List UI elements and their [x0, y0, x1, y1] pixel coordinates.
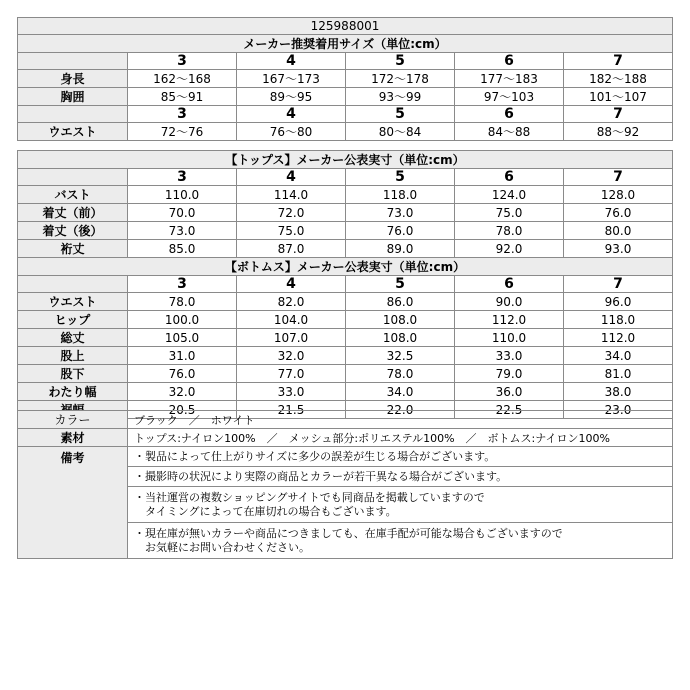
row-label: 胸囲	[18, 88, 128, 106]
note-block	[128, 487, 673, 523]
cell: 33.0	[455, 347, 564, 365]
size-header: 3	[128, 276, 237, 293]
size-header: 7	[564, 53, 673, 70]
color-label: カラー	[18, 411, 128, 429]
cell: 21.5	[237, 401, 346, 419]
cell: 73.0	[346, 204, 455, 222]
size-header: 4	[237, 276, 346, 293]
cell: 78.0	[128, 293, 237, 311]
row-label: 股上	[18, 347, 128, 365]
cell: 87.0	[237, 240, 346, 258]
cell: 81.0	[564, 365, 673, 383]
cell: 100.0	[128, 311, 237, 329]
cell: 80.0	[564, 222, 673, 240]
cell: 76.0	[128, 365, 237, 383]
cell: 110.0	[128, 186, 237, 204]
cell: 162〜168	[128, 70, 237, 88]
cell: 92.0	[455, 240, 564, 258]
note-line: タイミングによって在庫切れの場合もございます。	[134, 504, 397, 518]
row-label: 裄丈	[18, 240, 128, 258]
cell: 101〜107	[564, 88, 673, 106]
product-code: 125988001	[18, 18, 673, 35]
recommended-size-table	[17, 17, 673, 141]
cell: 73.0	[128, 222, 237, 240]
size-header: 4	[237, 106, 346, 123]
cell: 70.0	[128, 204, 237, 222]
size-header: 7	[564, 169, 673, 186]
cell: 75.0	[455, 204, 564, 222]
cell: 128.0	[564, 186, 673, 204]
cell: 118.0	[346, 186, 455, 204]
size-header: 7	[564, 106, 673, 123]
row-label: ヒップ	[18, 311, 128, 329]
cell: 89.0	[346, 240, 455, 258]
cell: 72〜76	[128, 123, 237, 141]
cell: 177〜183	[455, 70, 564, 88]
row-label: 身長	[18, 70, 128, 88]
cell: 22.5	[455, 401, 564, 419]
cell: 80〜84	[346, 123, 455, 141]
note-line: ・当社運営の複数ショッピングサイトでも同商品を掲載していますので	[134, 490, 485, 504]
size-header: 5	[346, 53, 455, 70]
size-header: 3	[128, 106, 237, 123]
cell: 89〜95	[237, 88, 346, 106]
row-label: 着丈（前）	[18, 204, 128, 222]
cell: 79.0	[455, 365, 564, 383]
cell: 96.0	[564, 293, 673, 311]
size-header: 6	[455, 53, 564, 70]
cell: 88〜92	[564, 123, 673, 141]
cell: 36.0	[455, 383, 564, 401]
size-header: 4	[237, 169, 346, 186]
cell: 32.0	[237, 347, 346, 365]
cell: 77.0	[237, 365, 346, 383]
product-info-table	[17, 410, 673, 559]
cell: 105.0	[128, 329, 237, 347]
cell: 93〜99	[346, 88, 455, 106]
cell: 20.5	[128, 401, 237, 419]
cell: 38.0	[564, 383, 673, 401]
row-label: バスト	[18, 186, 128, 204]
cell: 72.0	[237, 204, 346, 222]
size-header: 6	[455, 276, 564, 293]
note-line: ・製品によって仕上がりサイズに多少の誤差が生じる場合がございます。	[128, 447, 673, 467]
size-header: 5	[346, 169, 455, 186]
cell: 118.0	[564, 311, 673, 329]
cell: 93.0	[564, 240, 673, 258]
color-value: ブラック ／ ホワイト	[128, 411, 673, 429]
cell: 76〜80	[237, 123, 346, 141]
cell: 78.0	[346, 365, 455, 383]
size-header-blank	[18, 169, 128, 186]
size-header-blank	[18, 53, 128, 70]
cell: 85〜91	[128, 88, 237, 106]
cell: 76.0	[346, 222, 455, 240]
cell: 108.0	[346, 311, 455, 329]
size-header: 6	[455, 169, 564, 186]
note-line: お気軽にお問い合わせください。	[134, 540, 310, 554]
cell: 104.0	[237, 311, 346, 329]
cell: 84〜88	[455, 123, 564, 141]
size-header: 3	[128, 169, 237, 186]
cell: 32.5	[346, 347, 455, 365]
row-label: ウエスト	[18, 123, 128, 141]
cell: 172〜178	[346, 70, 455, 88]
cell: 76.0	[564, 204, 673, 222]
cell: 90.0	[455, 293, 564, 311]
note-line: ・現在庫が無いカラーや商品につきましても、在庫手配が可能な場合もございますので	[134, 526, 563, 540]
cell: 110.0	[455, 329, 564, 347]
cell: 78.0	[455, 222, 564, 240]
note-line: ・撮影時の状況により実際の商品とカラーが若干異なる場合がございます。	[128, 467, 673, 487]
cell: 97〜103	[455, 88, 564, 106]
row-label: ウエスト	[18, 293, 128, 311]
cell: 33.0	[237, 383, 346, 401]
cell: 107.0	[237, 329, 346, 347]
cell: 34.0	[564, 347, 673, 365]
cell: 34.0	[346, 383, 455, 401]
row-label: 股下	[18, 365, 128, 383]
cell: 23.0	[564, 401, 673, 419]
note-block	[128, 523, 673, 559]
size-header: 3	[128, 53, 237, 70]
bottoms-title: 【ボトムス】メーカー公表実寸（単位:cm）	[18, 258, 673, 276]
tops-title: 【トップス】メーカー公表実寸（単位:cm）	[18, 151, 673, 169]
cell: 112.0	[564, 329, 673, 347]
cell: 85.0	[128, 240, 237, 258]
size-header-blank	[18, 106, 128, 123]
cell: 112.0	[455, 311, 564, 329]
recommended-title: メーカー推奨着用サイズ（単位:cm）	[18, 35, 673, 53]
material-label: 素材	[18, 429, 128, 447]
cell: 86.0	[346, 293, 455, 311]
measurement-table	[17, 150, 673, 419]
notes-label: 備考	[18, 447, 128, 559]
size-header: 7	[564, 276, 673, 293]
row-label: 着丈（後）	[18, 222, 128, 240]
size-header: 5	[346, 276, 455, 293]
cell: 32.0	[128, 383, 237, 401]
cell: 22.0	[346, 401, 455, 419]
cell: 31.0	[128, 347, 237, 365]
cell: 114.0	[237, 186, 346, 204]
size-header: 5	[346, 106, 455, 123]
material-value: トップス:ナイロン100% ／ メッシュ部分:ポリエステル100% ／ ボトムス:ナイロン100%	[128, 429, 673, 447]
row-label: わたり幅	[18, 383, 128, 401]
cell: 75.0	[237, 222, 346, 240]
size-header-blank	[18, 276, 128, 293]
size-header: 4	[237, 53, 346, 70]
cell: 124.0	[455, 186, 564, 204]
size-header: 6	[455, 106, 564, 123]
cell: 108.0	[346, 329, 455, 347]
cell: 167〜173	[237, 70, 346, 88]
cell: 182〜188	[564, 70, 673, 88]
cell: 82.0	[237, 293, 346, 311]
row-label: 総丈	[18, 329, 128, 347]
